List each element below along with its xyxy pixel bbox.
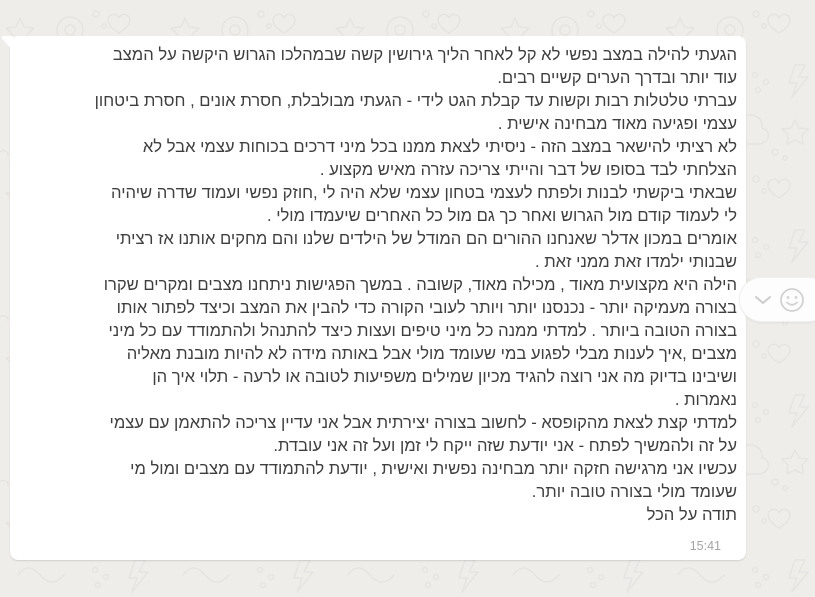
message-line: על זה ולהמשיך לפתח - אני יודעת שזה ייקח לי זמן ועל זה אני עובדת. (273, 436, 737, 455)
message-line: נאמרות . (674, 390, 737, 409)
message-line: עכשיו אני מרגישה חזקה יותר מבחינה נפשית ואישית , יודעת להתמודד עם מצבים ומול מי (130, 459, 737, 478)
message-line: לא רציתי להישאר במצב הזה - ניסיתי לצאת ממנו בכל מיני דרכים בכוחות עצמי אבל לא (142, 137, 737, 156)
message-timestamp: 15:41 (689, 539, 721, 553)
chevron-down-icon (754, 294, 772, 306)
bubble-tail (1, 36, 13, 51)
message-line: שבאתי ביקשתי לבנות ולפתח לעצמי בטחון עצמי שלא היה לי ,חוזק נפשי ועמוד שדרה שיהיה (111, 183, 737, 202)
message-line: בצורה מעמיקה יותר - נכנסנו יותר ויותר לעובי הקורה כדי להבין את המצב וכיצד לפתור אותו (116, 298, 737, 317)
message-line: אומרים במכון אדלר שאנחנו ההורים הם המודל של הילדים שלנו והם מחקים אותנו אז רציתי (115, 229, 737, 248)
emoji-smiley-icon (779, 287, 805, 313)
message-line: לי לעמוד קודם מול הגרוש ואחר כך גם מול כל האחרים שיעמדו מולי . (266, 206, 737, 225)
message-menu-button[interactable] (754, 294, 772, 306)
message-line: עוד יותר ובדרך הערים קשיים רבים. (497, 68, 737, 87)
message-line: מצבים ,איך לענות מבלי לפגוע במי שעומד מולי אבל באותה מידה לא להיות מובנת מאליה (126, 344, 737, 363)
message-text (22, 43, 737, 526)
message-line: הצלחתי לבד בסופו של דבר והייתי צריכה עזרה מאיש מקצוע . (319, 160, 737, 179)
message-line: עצמי ופגיעה מאוד מבחינה אישית . (497, 114, 737, 133)
react-emoji-button[interactable] (779, 287, 805, 313)
message-line: הילה היא מקצועית מאוד , מכילה מאוד, קשובה . במשך הפגישות ניתחנו מצבים ומקרים שקרו (103, 275, 737, 294)
message-line: למדתי קצת לצאת מהקופסא - לחשוב בצורה יצירתית אבל אני עדיין צריכה להתאמן עם עצמי (109, 413, 737, 432)
message-line: הגעתי להילה במצב נפשי לא קל לאחר הליך גירושין קשה שבמהלכו הגרוש היקשה על המצב (112, 45, 737, 64)
message-line: תודה על הכל (646, 505, 737, 524)
message-line: עברתי טלטלות רבות וקשות עד קבלת הגט לידי - הגעתי מבולבלת, חסרת אונים , חסרת ביטחון (94, 91, 737, 110)
message-hover-actions (739, 277, 815, 322)
message-line: ושיבינו בדיוק מה אני רוצה להגיד מכיון שמילים משפיעות לטובה או לרעה - תלוי איך הן (152, 367, 737, 386)
message-line: שעומד מולי בצורה טובה יותר. (531, 482, 737, 501)
message-line: שבנותי ילמדו זאת ממני זאת . (535, 252, 737, 271)
message-line: בצורה הטובה ביותר . למדתי ממנה כל מיני טיפים ועצות כיצד להתנהל ולהתמודד עם כל מיני (108, 321, 737, 340)
incoming-message-bubble (10, 36, 746, 560)
